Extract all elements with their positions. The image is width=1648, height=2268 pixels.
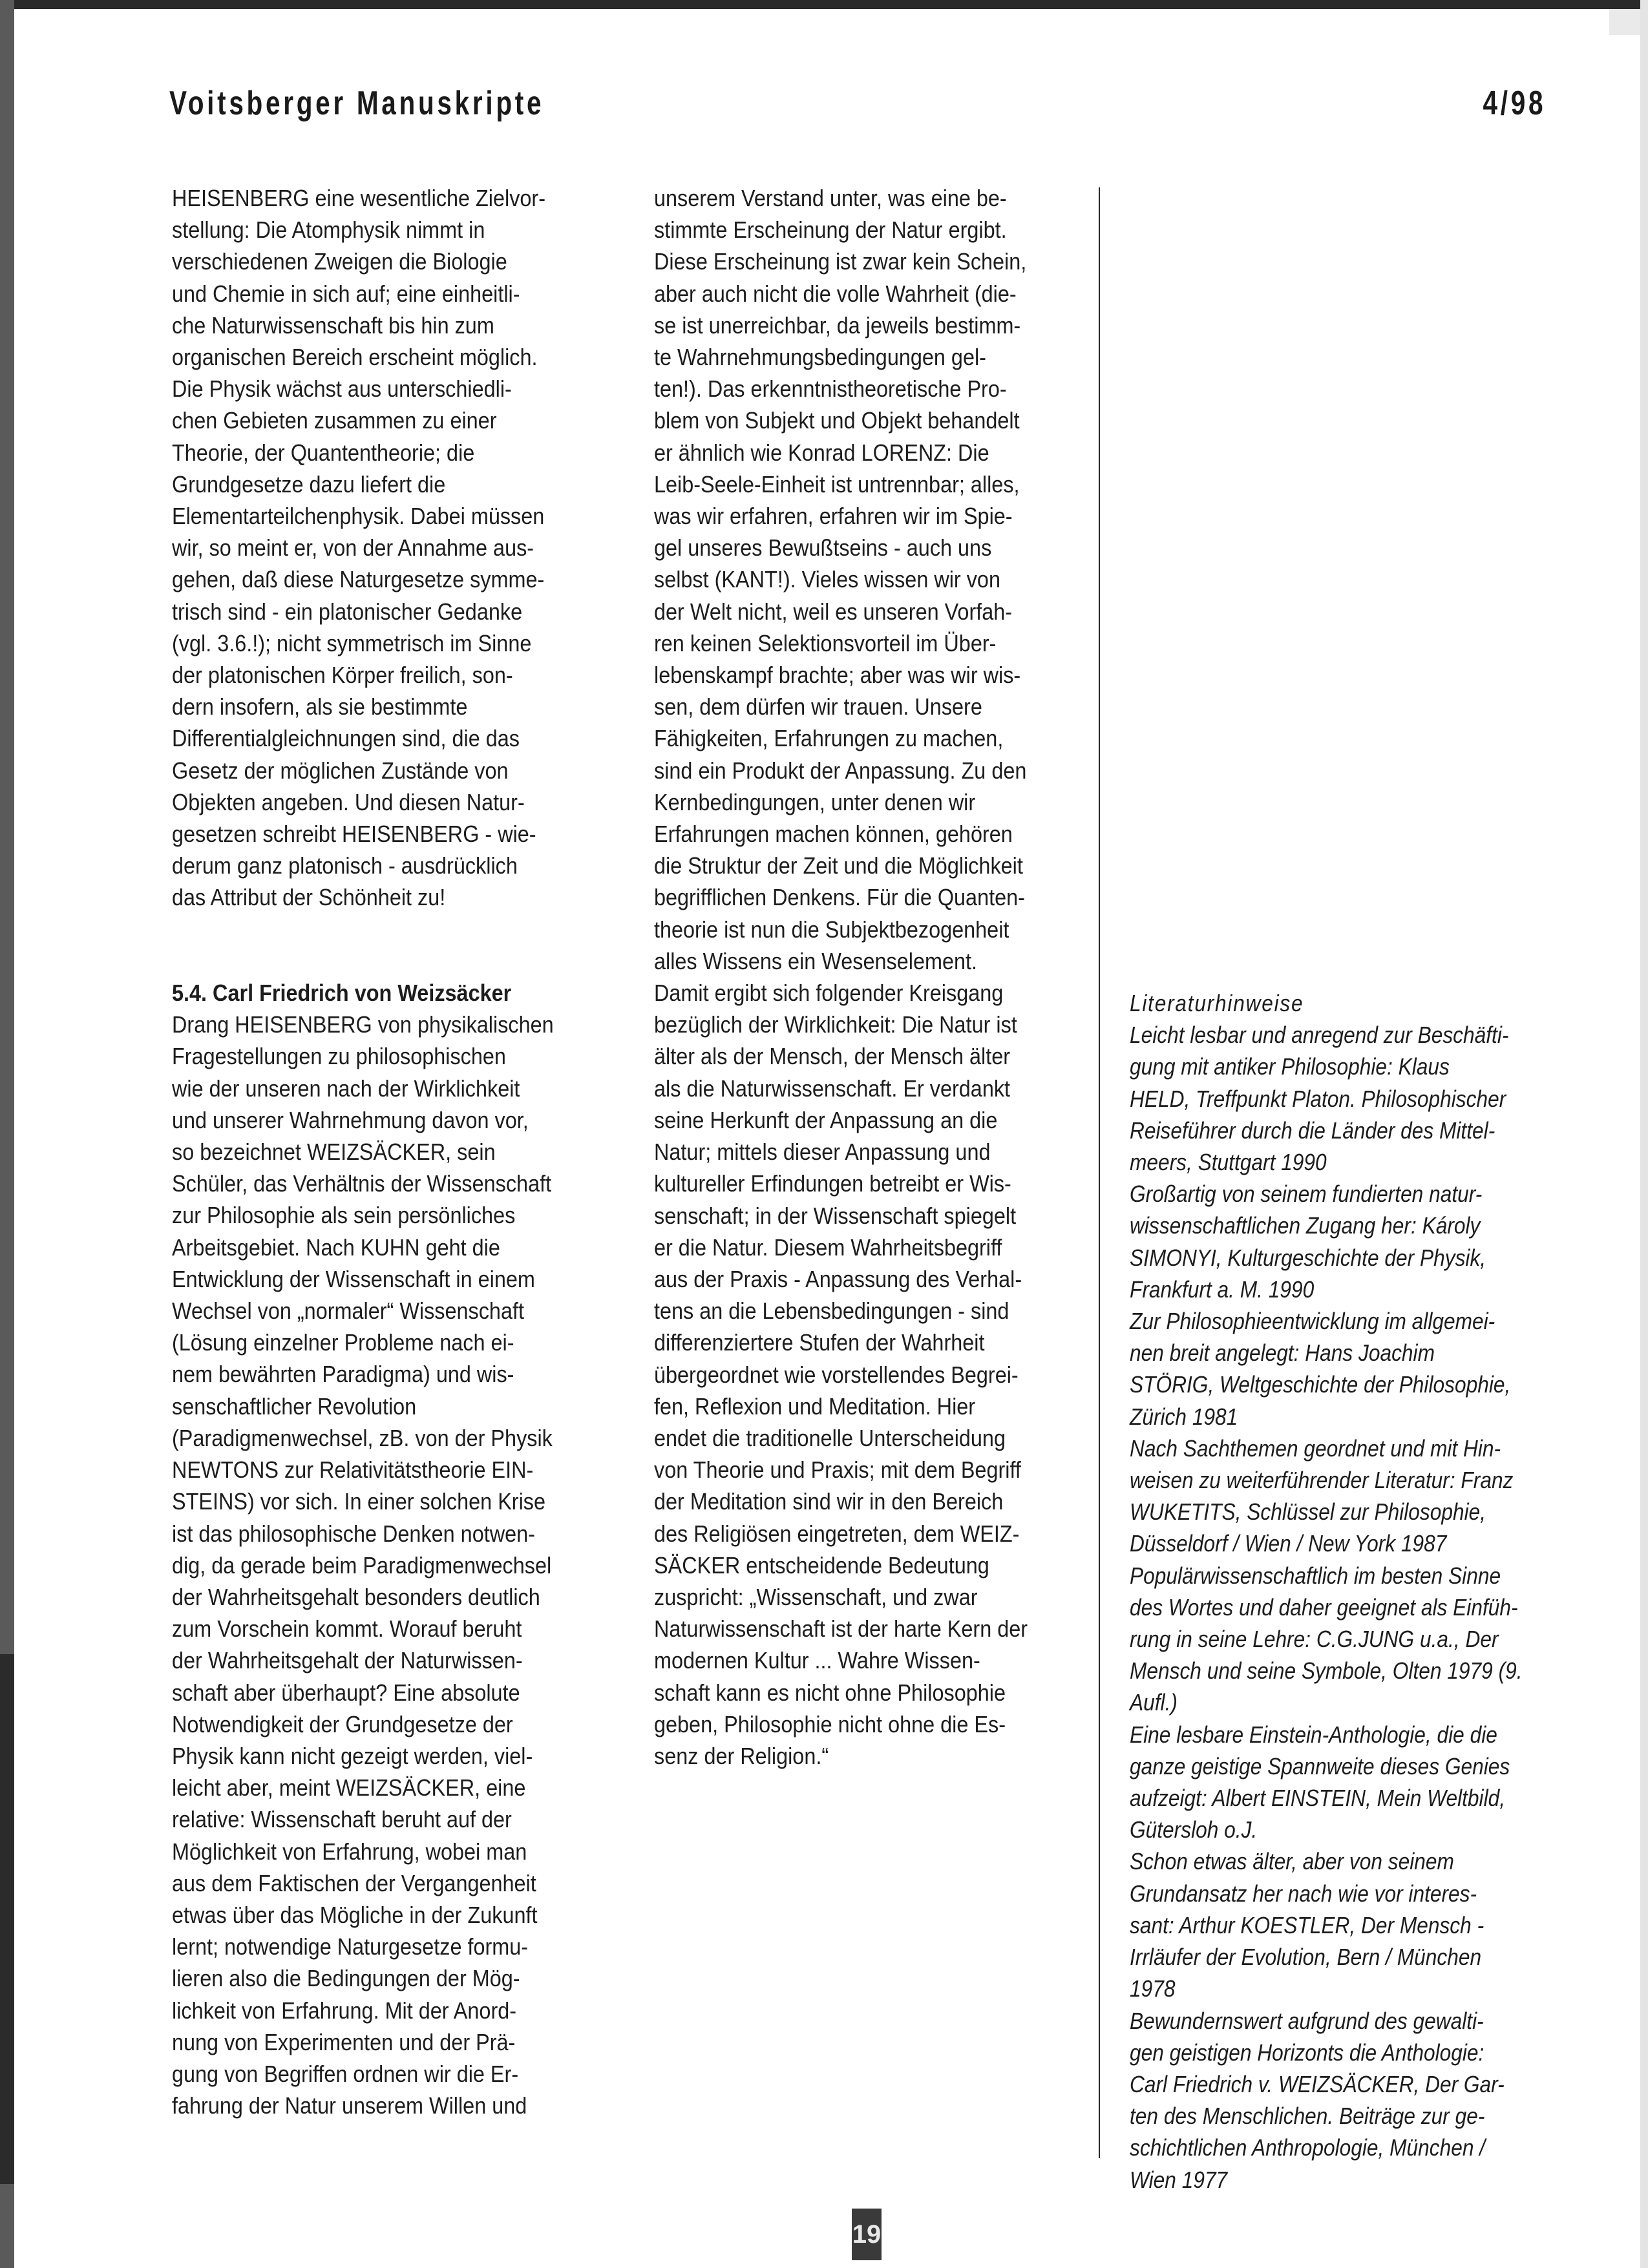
text-line: zum Vorschein kommt. Worauf beruht bbox=[172, 1615, 522, 1643]
literature-line: weisen zu weiterführender Literatur: Franz bbox=[1130, 1467, 1514, 1494]
paragraph-weizsaecker bbox=[172, 1009, 624, 2121]
text-line: Naturwissenschaft ist der harte Kern der bbox=[654, 1615, 1028, 1643]
text-line: und unserer Wahrnehmung davon vor, bbox=[172, 1106, 529, 1133]
text-line: (vgl. 3.6.!); nicht symmetrisch im Sinne bbox=[172, 629, 532, 656]
text-line: der Wahrheitsgehalt der Naturwissen- bbox=[172, 1647, 523, 1674]
text-line: der Wahrheitsgehalt besonders deutlich bbox=[172, 1583, 540, 1610]
text-line: zur Philosophie als sein persönliches bbox=[172, 1202, 516, 1229]
text-line: von Theorie und Praxis; mit dem Begriff bbox=[654, 1456, 1021, 1484]
text-line: Elementarteilchenphysik. Dabei müssen bbox=[172, 503, 545, 530]
text-column-left bbox=[172, 182, 624, 2121]
text-line: geben, Philosophie nicht ohne die Es- bbox=[654, 1710, 1006, 1738]
text-line: blem von Subjekt und Objekt behandelt bbox=[654, 407, 1020, 434]
text-line: leicht aber, meint WEIZSÄCKER, eine bbox=[172, 1774, 526, 1801]
text-line: er ähnlich wie Konrad LORENZ: Die bbox=[654, 439, 989, 466]
text-line: gesetzen schreibt HEISENBERG - wie- bbox=[172, 821, 536, 848]
text-line: was wir erfahren, erfahren wir im Spie- bbox=[654, 503, 1013, 530]
text-line: (Lösung einzelner Probleme nach ei- bbox=[172, 1329, 514, 1356]
literature-line: Aufl.) bbox=[1130, 1689, 1178, 1716]
text-line: che Naturwissenschaft bis hin zum bbox=[172, 311, 494, 339]
issue-number: 4/98 bbox=[1483, 85, 1546, 122]
text-line: sen, dem dürfen wir trauen. Unsere bbox=[654, 693, 982, 720]
literature-line: Irrläufer der Evolution, Bern / München bbox=[1130, 1944, 1482, 1971]
text-line: Physik kann nicht gezeigt werden, viel- bbox=[172, 1742, 533, 1769]
literature-line: SIMONYI, Kulturgeschichte der Physik, bbox=[1130, 1244, 1486, 1271]
text-line: SÄCKER entscheidende Bedeutung bbox=[654, 1551, 989, 1579]
text-line: Arbeitsgebiet. Nach KUHN geht die bbox=[172, 1234, 500, 1261]
text-line: begrifflichen Denkens. Für die Quanten- bbox=[654, 884, 1025, 911]
literature-line: gen geistigen Horizonts die Anthologie: bbox=[1130, 2039, 1484, 2066]
text-line: organischen Bereich erscheint möglich. bbox=[172, 344, 538, 371]
literature-line: HELD, Treffpunkt Platon. Philosophischer bbox=[1130, 1085, 1506, 1112]
text-line: selbst (KANT!). Vieles wissen wir von bbox=[654, 566, 1000, 593]
text-line: Natur; mittels dieser Anpassung und bbox=[654, 1139, 991, 1166]
literature-line: Zur Philosophieentwicklung im allgemei- bbox=[1130, 1308, 1495, 1335]
literature-line: Bewundernswert aufgrund des gewalti- bbox=[1130, 2007, 1484, 2034]
literature-line: Grundansatz her nach wie vor interes- bbox=[1130, 1880, 1477, 1907]
text-line: Damit ergibt sich folgender Kreisgang bbox=[654, 980, 1004, 1007]
scan-top-edge bbox=[0, 0, 1648, 9]
literature-line: Düsseldorf / Wien / New York 1987 bbox=[1130, 1530, 1447, 1557]
text-line: chen Gebieten zusammen zu einer bbox=[172, 407, 497, 434]
text-line: fahrung der Natur unserem Willen und bbox=[172, 2092, 527, 2119]
text-line: und Chemie in sich auf; eine einheitli- bbox=[172, 280, 520, 307]
paragraph-heisenberg bbox=[172, 182, 624, 914]
text-line: aus der Praxis - Anpassung des Verhal- bbox=[654, 1265, 1022, 1292]
literature-line: Großartig von seinem fundierten natur- bbox=[1130, 1181, 1483, 1208]
journal-title: Voitsberger Manuskripte bbox=[169, 85, 545, 122]
text-line: STEINS) vor sich. In einer solchen Krise bbox=[172, 1488, 546, 1515]
literature-line: aufzeigt: Albert EINSTEIN, Mein Weltbild, bbox=[1130, 1785, 1506, 1812]
page-number: 19 bbox=[852, 2209, 882, 2260]
text-line: ist das philosophische Denken notwen- bbox=[172, 1520, 535, 1547]
text-line: Diese Erscheinung ist zwar kein Schein, bbox=[654, 248, 1027, 275]
literature-line: meers, Stuttgart 1990 bbox=[1130, 1149, 1327, 1176]
text-line: älter als der Mensch, der Mensch älter bbox=[654, 1043, 1011, 1070]
text-line: zuspricht: „Wissenschaft, und zwar bbox=[654, 1583, 978, 1610]
literature-line: Zürich 1981 bbox=[1130, 1403, 1238, 1430]
literature-heading: Literaturhinweise bbox=[1130, 990, 1304, 1016]
text-line: Die Physik wächst aus unterschiedli- bbox=[172, 375, 512, 403]
literature-line: nen breit angelegt: Hans Joachim bbox=[1130, 1339, 1435, 1367]
page-header bbox=[169, 84, 1546, 142]
text-line: stellung: Die Atomphysik nimmt in bbox=[172, 216, 485, 244]
text-line: ten!). Das erkenntnistheoretische Pro- bbox=[654, 375, 1007, 403]
text-line: aber auch nicht die volle Wahrheit (die- bbox=[654, 280, 1017, 307]
text-line: senz der Religion.“ bbox=[654, 1742, 829, 1769]
literature-line: ganze geistige Spannweite dieses Genies bbox=[1130, 1752, 1510, 1780]
text-line: etwas über das Mögliche in der Zukunft bbox=[172, 1901, 538, 1928]
scan-right-edge bbox=[1640, 0, 1648, 2268]
literature-line: Leicht lesbar und anregend zur Beschäfti- bbox=[1130, 1022, 1509, 1049]
text-line: Differentialgleichnungen sind, die das bbox=[172, 725, 520, 752]
text-line: das Attribut der Schönheit zu! bbox=[172, 884, 446, 911]
text-column-middle bbox=[654, 182, 1106, 1772]
text-line: verschiedenen Zweigen die Biologie bbox=[172, 248, 507, 275]
text-line: übergeordnet wie vorstellendes Begrei- bbox=[654, 1361, 1019, 1388]
text-line: modernen Kultur ... Wahre Wissen- bbox=[654, 1647, 980, 1674]
literature-line: Populärwissenschaftlich im besten Sinne bbox=[1130, 1562, 1501, 1589]
literature-line: rung in seine Lehre: C.G.JUNG u.a., Der bbox=[1130, 1626, 1499, 1653]
text-line: HEISENBERG eine wesentliche Zielvor- bbox=[172, 185, 546, 211]
text-line: der platonischen Körper freilich, son- bbox=[172, 662, 513, 689]
text-line: der Meditation sind wir in den Bereich bbox=[654, 1488, 1004, 1515]
text-line: dig, da gerade beim Paradigmenwechsel bbox=[172, 1551, 552, 1579]
text-line: Fähigkeiten, Erfahrungen zu machen, bbox=[654, 725, 1004, 752]
text-line: Objekten angeben. Und diesen Natur- bbox=[172, 788, 525, 815]
text-line: dern insofern, als sie bestimmte bbox=[172, 693, 468, 720]
text-line: unserem Verstand unter, was eine be- bbox=[654, 185, 1007, 211]
text-line: bezüglich der Wirklichkeit: Die Natur ist bbox=[654, 1011, 1017, 1038]
text-line: Gesetz der möglichen Zustände von bbox=[172, 757, 509, 784]
text-line: senschaftlicher Revolution bbox=[172, 1392, 417, 1420]
text-line: kultureller Erfindungen betreibt er Wis- bbox=[654, 1170, 1011, 1197]
text-line: schaft kann es nicht ohne Philosophie bbox=[654, 1679, 1006, 1706]
text-line: Schüler, das Verhältnis der Wissenschaft bbox=[172, 1170, 552, 1197]
text-line: Grundgesetze dazu liefert die bbox=[172, 470, 446, 498]
literature-column bbox=[1130, 987, 1582, 2196]
literature-line: Reiseführer durch die Länder des Mittel- bbox=[1130, 1117, 1495, 1144]
text-line: Notwendigkeit der Grundgesetze der bbox=[172, 1710, 513, 1738]
text-line: Theorie, der Quantentheorie; die bbox=[172, 439, 475, 466]
text-line: lieren also die Bedingungen der Mög- bbox=[172, 1965, 520, 1992]
scan-left-edge-dark bbox=[0, 1654, 14, 2184]
text-line: wir, so meint er, von der Annahme aus- bbox=[172, 534, 534, 562]
text-line: Entwicklung der Wissenschaft in einem bbox=[172, 1265, 535, 1292]
column-divider bbox=[1099, 187, 1100, 2158]
text-line: lernt; notwendige Naturgesetze formu- bbox=[172, 1933, 529, 1960]
text-line: fen, Reflexion und Meditation. Hier bbox=[654, 1392, 976, 1420]
literature-line: Frankfurt a. M. 1990 bbox=[1130, 1276, 1315, 1303]
text-line: se ist unerreichbar, da jeweils bestimm- bbox=[654, 311, 1021, 339]
literature-line: WUKETITS, Schlüssel zur Philosophie, bbox=[1130, 1498, 1486, 1526]
text-line: gel unseres Bewußtseins - auch uns bbox=[654, 534, 992, 562]
text-line: Wechsel von „normaler“ Wissenschaft bbox=[172, 1297, 524, 1325]
text-line: trisch sind - ein platonischer Gedanke bbox=[172, 598, 523, 625]
text-line: der Welt nicht, weil es unseren Vorfah- bbox=[654, 598, 1013, 625]
text-line: die Struktur der Zeit und die Möglichkeit bbox=[654, 852, 1023, 879]
text-line: Erfahrungen machen können, gehören bbox=[654, 821, 1013, 848]
section-heading bbox=[172, 977, 579, 1009]
text-line: Fragestellungen zu philosophischen bbox=[172, 1043, 506, 1070]
text-line: Drang HEISENBERG von physikalischen bbox=[172, 1011, 554, 1038]
literature-line: ten des Menschlichen. Beiträge zur ge- bbox=[1130, 2103, 1485, 2130]
text-line: derum ganz platonisch - ausdrücklich bbox=[172, 852, 518, 879]
text-line: ren keinen Selektionsvorteil im Über- bbox=[654, 629, 997, 656]
text-line: als die Naturwissenschaft. Er verdankt bbox=[654, 1075, 1011, 1102]
literature-line: gung mit antiker Philosophie: Klaus bbox=[1130, 1053, 1450, 1080]
literature-line: Carl Friedrich v. WEIZSÄCKER, Der Gar- bbox=[1130, 2070, 1505, 2097]
text-line: endet die traditionelle Unterscheidung bbox=[654, 1424, 1006, 1451]
text-line: lebenskampf brachte; aber was wir wis- bbox=[654, 662, 1021, 689]
literature-line: Mensch und seine Symbole, Olten 1979 (9. bbox=[1130, 1657, 1523, 1685]
text-line: NEWTONS zur Relativitätstheorie EIN- bbox=[172, 1456, 534, 1484]
scan-corner-shadow bbox=[1609, 9, 1640, 35]
text-line: (Paradigmenwechsel, zB. von der Physik bbox=[172, 1424, 553, 1451]
text-line: wie der unseren nach der Wirklichkeit bbox=[172, 1075, 520, 1102]
text-line: differenziertere Stufen der Wahrheit bbox=[654, 1329, 985, 1356]
text-line: nem bewährten Paradigma) und wis- bbox=[172, 1361, 514, 1388]
text-line: seine Herkunft der Anpassung an die bbox=[654, 1106, 998, 1133]
literature-line: Gütersloh o.J. bbox=[1130, 1816, 1258, 1843]
text-line: senschaft; in der Wissenschaft spiegelt bbox=[654, 1202, 1017, 1229]
text-line: nung von Experimenten und der Prä- bbox=[172, 2028, 516, 2055]
text-line: aus dem Faktischen der Vergangenheit bbox=[172, 1869, 536, 1896]
text-line: te Wahrnehmungsbedingungen gel- bbox=[654, 344, 986, 371]
literature-list bbox=[1130, 1019, 1582, 2196]
literature-line: STÖRIG, Weltgeschichte der Philosophie, bbox=[1130, 1371, 1511, 1398]
text-line: gung von Begriffen ordnen wir die Er- bbox=[172, 2060, 519, 2087]
literature-line: 1978 bbox=[1130, 1975, 1176, 2002]
literature-line: schichtlichen Anthropologie, München / bbox=[1130, 2134, 1486, 2161]
text-line: lichkeit von Erfahrung. Mit der Anord- bbox=[172, 1997, 517, 2024]
section-heading-text: 5.4. Carl Friedrich von Weizsäcker bbox=[172, 980, 512, 1007]
text-line: so bezeichnet WEIZSÄCKER, sein bbox=[172, 1139, 496, 1166]
text-line: alles Wissens ein Wesenselement. bbox=[654, 947, 978, 974]
literature-line: Nach Sachthemen geordnet und mit Hin- bbox=[1130, 1434, 1501, 1462]
literature-line: sant: Arthur KOESTLER, Der Mensch - bbox=[1130, 1911, 1484, 1938]
text-line: theorie ist nun die Subjektbezogenheit bbox=[654, 916, 1009, 943]
text-line: relative: Wissenschaft beruht auf der bbox=[172, 1806, 512, 1833]
literature-line: Wien 1977 bbox=[1130, 2166, 1228, 2193]
text-line: tens an die Lebensbedingungen - sind bbox=[654, 1297, 1009, 1325]
text-line: gehen, daß diese Naturgesetze symme- bbox=[172, 566, 545, 593]
text-line: Möglichkeit von Erfahrung, wobei man bbox=[172, 1838, 527, 1865]
text-line: er die Natur. Diesem Wahrheitsbegriff bbox=[654, 1234, 1002, 1261]
literature-line: Eine lesbare Einstein-Anthologie, die die bbox=[1130, 1721, 1497, 1748]
text-line: des Religiösen eingetreten, dem WEIZ- bbox=[654, 1520, 1020, 1547]
text-line: stimmte Erscheinung der Natur ergibt. bbox=[654, 216, 1007, 244]
literature-line: wissenschaftlichen Zugang her: Károly bbox=[1130, 1212, 1481, 1239]
text-line: Kernbedingungen, unter denen wir bbox=[654, 788, 976, 815]
literature-line: des Wortes und daher geeignet als Einfüh- bbox=[1130, 1593, 1518, 1621]
text-line: sind ein Produkt der Anpassung. Zu den bbox=[654, 757, 1027, 784]
text-line: schaft aber überhaupt? Eine absolute bbox=[172, 1679, 520, 1706]
paragraph-continuation bbox=[654, 182, 1106, 1772]
literature-line: Schon etwas älter, aber von seinem bbox=[1130, 1848, 1454, 1875]
text-line: Leib-Seele-Einheit ist untrennbar; alles, bbox=[654, 470, 1020, 498]
